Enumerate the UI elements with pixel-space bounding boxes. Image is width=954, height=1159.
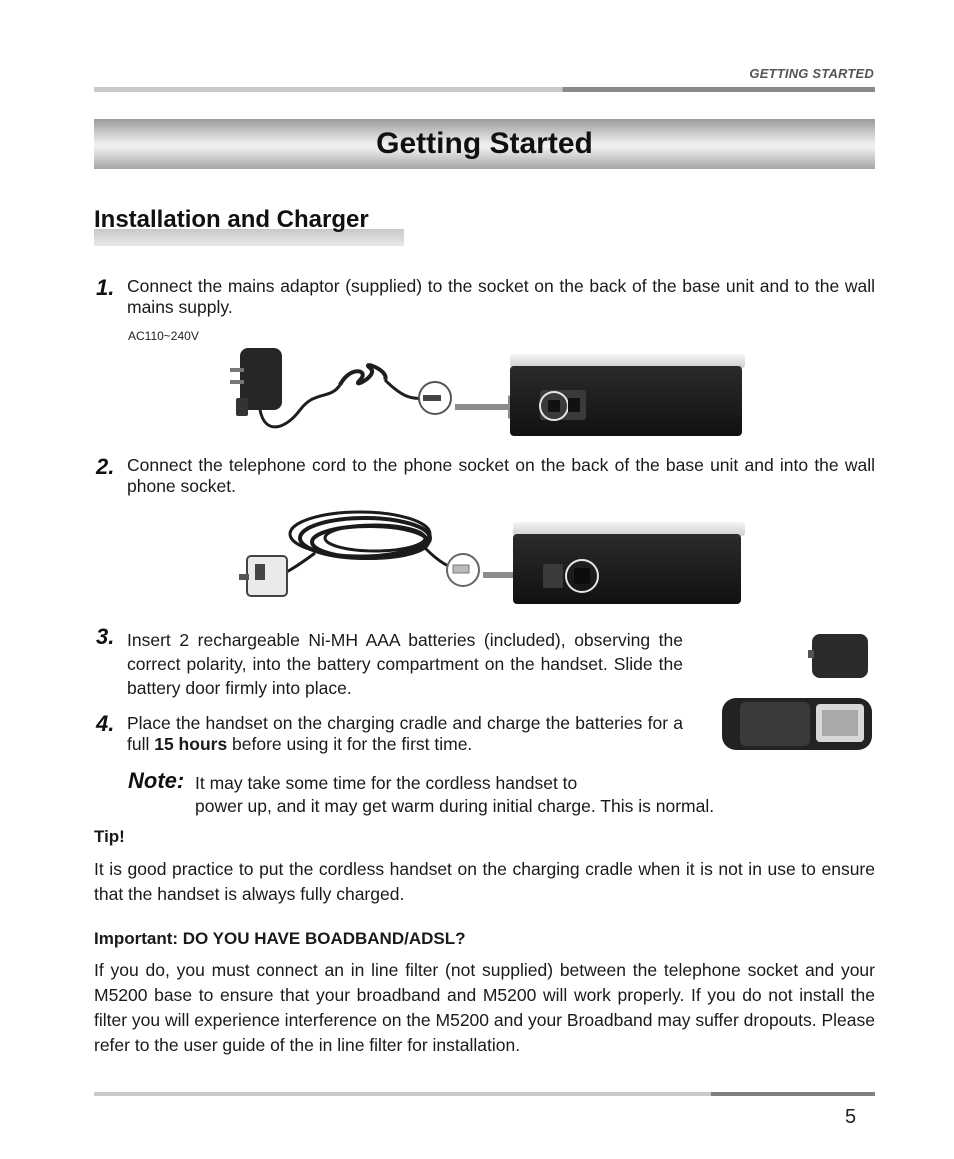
step-2-number: 2. <box>96 454 115 479</box>
voltage-label: AC110~240V <box>128 329 199 343</box>
step-4-text: Place the handset on the charging cradle and charge the batteries for a full 15 hours before using it for the first time. <box>127 713 683 754</box>
title-banner <box>94 119 875 169</box>
note-text-line-1: It may take some time for the cordless handset to <box>195 773 578 793</box>
wall-plug-icon <box>239 556 287 596</box>
note-label: Note: <box>128 768 185 793</box>
section-heading <box>94 204 404 246</box>
running-head: GETTING STARTED <box>749 66 874 81</box>
important-text: If you do, you must connect an in line filter (not supplied) between the telephone socket and your M5200 base to ensure that your broadband and M5200 will work properly. If you do not install the filter you will experience interference on the M5200 and your Broadband may suffer dropouts. Please refer to the user guide of the in line filter for installation. <box>94 960 875 1055</box>
step-3-number: 3. <box>96 624 115 649</box>
step-3-text: Insert 2 rechargeable Ni-MH AAA batteries (included), observing the correct polarity, into the battery compartment on the handset. Slide the battery door firmly into place. <box>127 630 683 698</box>
step-2-text: Connect the telephone cord to the phone socket on the back of the base unit and into the wall phone socket. <box>127 455 875 496</box>
telephone-cord-icon <box>275 512 460 578</box>
battery-figure <box>718 630 874 755</box>
step-4-number: 4. <box>96 711 115 736</box>
step-1-number: 1. <box>96 275 115 300</box>
plug-adaptor-icon <box>230 348 425 427</box>
note-text-line-2: power up, and it may get warm during initial charge. This is normal. <box>195 796 715 816</box>
page-number: 5 <box>845 1106 857 1128</box>
base-unit-icon <box>510 354 745 436</box>
base-unit-icon <box>513 522 745 604</box>
tip-label: Tip! <box>94 827 125 846</box>
telephone-cord-figure <box>225 508 775 610</box>
step-1-text: Connect the mains adaptor (supplied) to the socket on the back of the base unit and to the wall mains supply. <box>127 276 875 317</box>
page-title: Getting Started <box>376 127 593 160</box>
battery-door-icon <box>808 634 868 678</box>
charge-duration: 15 hours <box>154 734 228 754</box>
mains-adaptor-figure <box>210 340 750 440</box>
section-title: Installation and Charger <box>94 206 369 233</box>
handset-icon <box>722 698 872 750</box>
top-rule <box>94 87 875 92</box>
bottom-rule <box>94 1092 875 1096</box>
tip-text: It is good practice to put the cordless handset on the charging cradle when it is not in use to ensure that the handset is always fully charged. <box>94 859 875 904</box>
important-heading: Important: DO YOU HAVE BOADBAND/ADSL? <box>94 929 466 948</box>
